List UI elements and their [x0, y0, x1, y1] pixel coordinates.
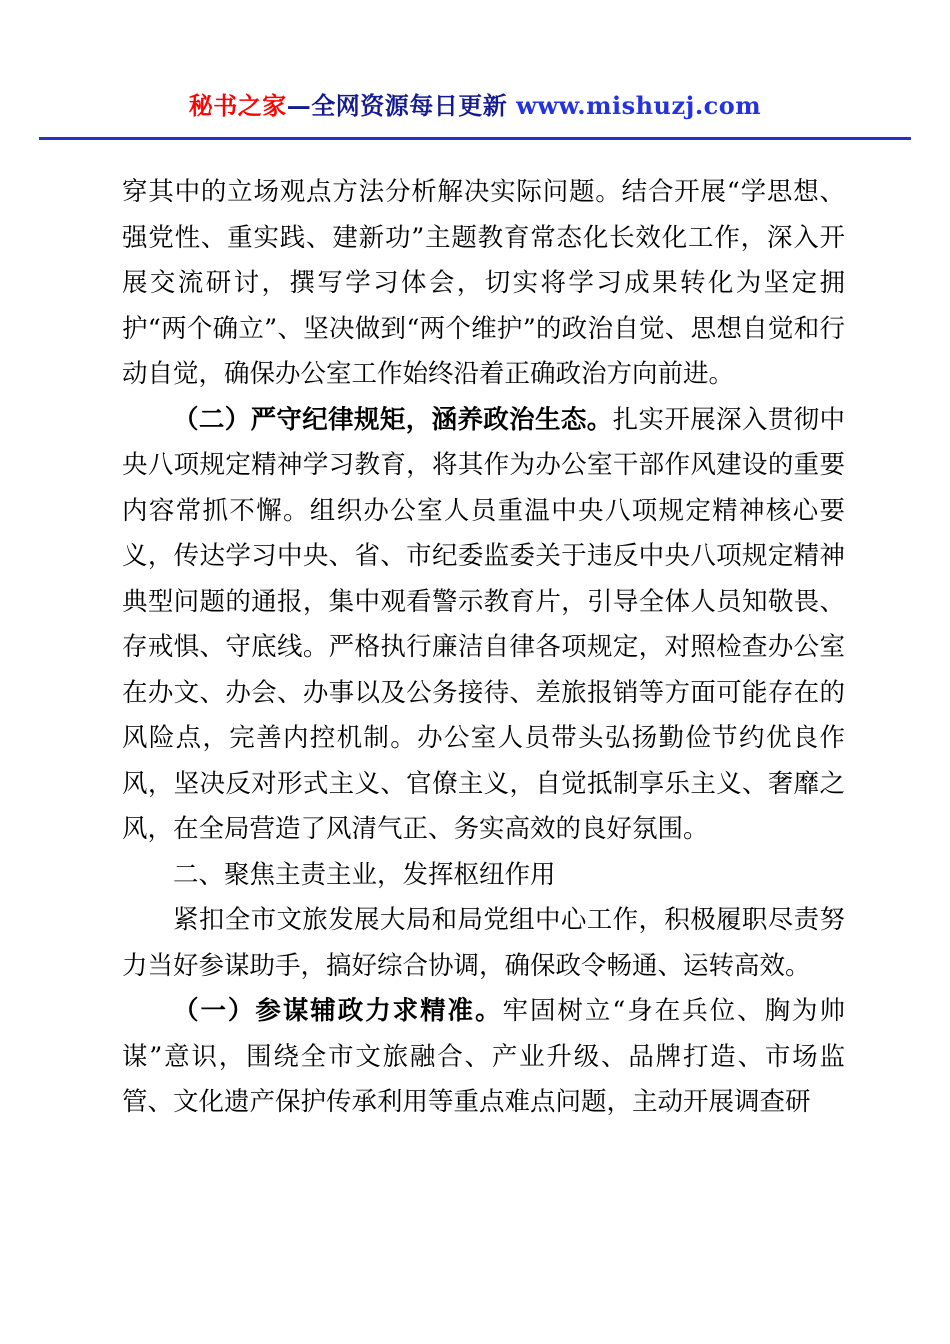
site-header — [0, 0, 950, 121]
paragraph — [122, 989, 845, 1126]
document-body — [122, 170, 845, 1126]
paragraph-lead: （一）参谋辅政力求精准。 — [173, 996, 503, 1026]
paragraph-text: 紧扣全市文旅发展大局和局党组中心工作，积极履职尽责努力当好参谋助手，搞好综合协调，确保政令畅通、运转高效。 — [122, 905, 845, 981]
paragraph-text: 穿其中的立场观点方法分析解决实际问题。结合开展“学思想、强党性、重实践、建新功”主题教育常态化长效化工作，深入开展交流研讨，撰写学习体会，切实将学习成果转化为坚定拥护“两个确立”、坚决做到“两个维护”的政治自觉、思想自觉和行动自觉，确保办公室工作始终沿着正确政治方向前进。 — [122, 177, 845, 389]
site-tagline: —全网资源每日更新 — [286, 91, 517, 120]
site-url-link[interactable]: www.mishuzj.com — [516, 91, 762, 120]
paragraph-text: 扎实开展深入贯彻中央八项规定精神学习教育，将其作为办公室干部作风建设的重要内容常抓不懈。组织办公室人员重温中央八项规定精神核心要义，传达学习中央、省、市纪委监委关于违反中央八项规定精神典型问题的通报，集中观看警示教育片，引导全体人员知敬畏、存戒惧、守底线。严格执行廉洁自律各项规定，对照检查办公室在办文、办会、办事以及公务接待、差旅报销等方面可能存在的风险点，完善内控机制。办公室人员带头弘扬勤俭节约优良作风，坚决反对形式主义、官僚主义，自觉抵制享乐主义、奢靡之风，在全局营造了风清气正、务实高效的良好氛围。 — [122, 404, 845, 844]
paragraph-text: 二、聚焦主责主业，发挥枢纽作用 — [173, 859, 556, 890]
paragraph-lead: （二）严守纪律规矩，涵养政治生态。 — [173, 404, 613, 435]
paragraph — [122, 170, 845, 398]
paragraph — [122, 398, 845, 853]
section-heading — [122, 853, 845, 899]
paragraph — [122, 898, 845, 989]
site-brand: 秘书之家 — [188, 91, 287, 120]
paragraph-text: 牢固树立“身在兵位、胸为帅谋”意识，围绕全市文旅融合、产业升级、品牌打造、市场监管、文化遗产保护传承利用等重点难点问题，主动开展调查研 — [122, 996, 845, 1117]
header-divider — [39, 137, 911, 140]
